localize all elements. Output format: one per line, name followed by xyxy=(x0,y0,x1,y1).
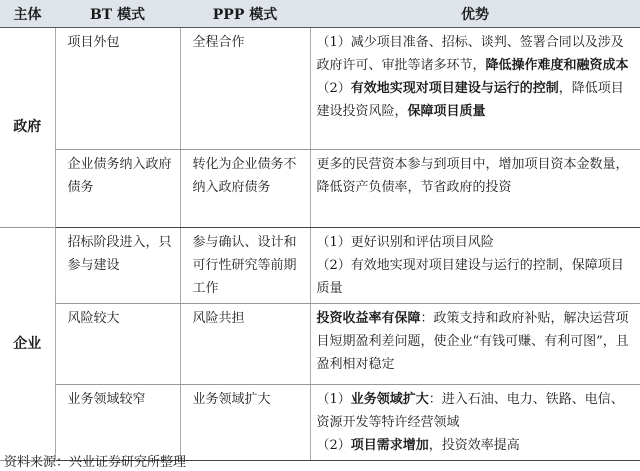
bt-cell: 风险较大 xyxy=(55,304,180,385)
advantage-cell xyxy=(310,228,640,304)
advantage-text: ：进入石油、电力、铁路、电信、资源开发等特许经营领域 xyxy=(316,392,624,430)
advantage-text: ：政策支持和政府补贴，解决运营项目短期盈利差问题，使企业“有钱可赚、有利可图”，且盈利相对稳定 xyxy=(316,311,629,372)
table-row xyxy=(0,150,640,228)
advantage-text: （2） xyxy=(316,438,351,453)
advantage-text: （1） xyxy=(316,392,351,407)
advantage-text: ，投资效率提高 xyxy=(428,438,520,453)
table-row xyxy=(0,28,640,150)
source-note: 资料来源：兴业证券研究所整理 xyxy=(4,455,187,470)
subject-enterprise: 企业 xyxy=(0,228,55,461)
bt-cell: 企业债务纳入政府债务 xyxy=(55,150,180,228)
advantage-highlight: 投资收益率有保障 xyxy=(316,311,421,326)
header-advantage: 优势 xyxy=(310,0,640,28)
table-row xyxy=(0,228,640,304)
advantage-cell xyxy=(310,28,640,150)
advantage-text: （2）有效地实现对项目建设与运行的控制，保障项目质量 xyxy=(316,258,624,296)
advantage-cell xyxy=(310,304,640,385)
table-row xyxy=(0,385,640,461)
ppp-cell: 参与确认、设计和可行性研究等前期工作 xyxy=(180,228,310,304)
ppp-cell: 风险共担 xyxy=(180,304,310,385)
bt-cell: 业务领域较窄 xyxy=(55,385,180,461)
advantage-text: （1）更好识别和评估项目风险 xyxy=(316,235,494,250)
subject-government: 政府 xyxy=(0,28,55,228)
bt-cell: 项目外包 xyxy=(55,28,180,150)
table-row xyxy=(0,304,640,385)
table-header-row xyxy=(0,0,640,28)
header-subject: 主体 xyxy=(0,0,55,28)
advantage-text: （2） xyxy=(316,81,351,96)
ppp-cell: 转化为企业债务不纳入政府债务 xyxy=(180,150,310,228)
bt-cell: 招标阶段进入，只参与建设 xyxy=(55,228,180,304)
advantage-text: ，降低项目建设投资风险， xyxy=(316,81,624,119)
advantage-highlight: 业务领域扩大 xyxy=(350,392,429,407)
advantage-cell xyxy=(310,150,640,228)
advantage-highlight: 项目需求增加 xyxy=(350,438,429,453)
ppp-cell: 全程合作 xyxy=(180,28,310,150)
advantage-highlight: 保障项目质量 xyxy=(407,104,486,119)
advantage-cell xyxy=(310,385,640,461)
advantage-highlight: 降低操作难度和融资成本 xyxy=(485,58,629,73)
advantage-text: （1）减少项目准备、招标、谈判、签署合同以及涉及政府许可、审批等诸多环节， xyxy=(316,35,624,73)
header-bt-mode: BT 模式 xyxy=(55,0,180,28)
header-ppp-mode: PPP 模式 xyxy=(180,0,310,28)
ppp-cell: 业务领域扩大 xyxy=(180,385,310,461)
advantage-text: 更多的民营资本参与到项目中，增加项目资本金数量，降低资产负债率，节省政府的投资 xyxy=(316,157,629,195)
advantage-highlight: 有效地实现对项目建设与运行的控制 xyxy=(350,81,559,96)
